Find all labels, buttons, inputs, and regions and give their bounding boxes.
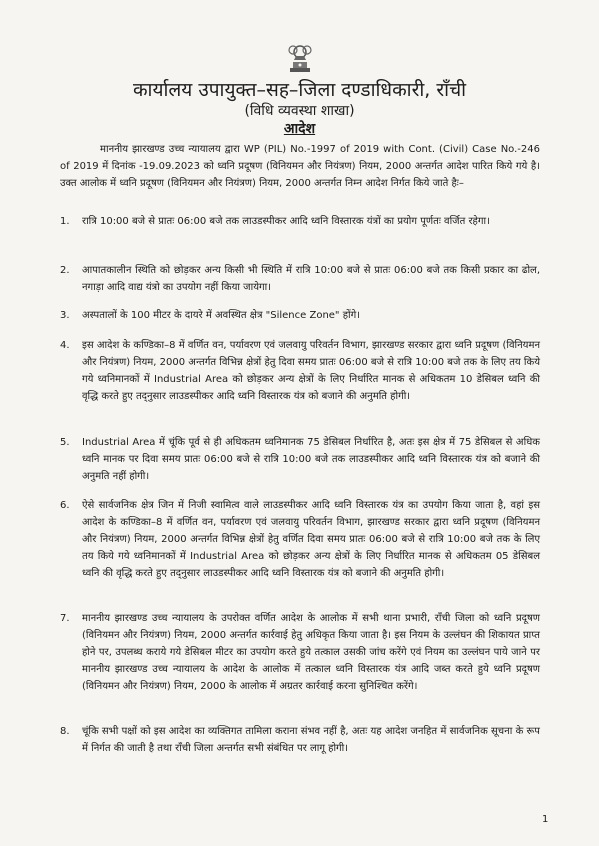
item-text: आपातकालीन स्थिति को छोड़कर अन्य किसी भी स्थिति में रात्रि 10:00 बजे से प्रातः 06:00 बजे तक किसी प्रकार का ढोल, नगाड़ा आदि वाद्य यंत्रो का उपयोग नहीं किया जायेगा।	[82, 265, 540, 293]
list-item-1	[60, 213, 540, 247]
branch-subheading: (विधि व्यवस्था शाखा)	[244, 103, 355, 119]
item-number: 3.	[60, 310, 70, 321]
list-item-6	[60, 497, 540, 599]
item-number: 7.	[60, 613, 70, 624]
item-text: अस्पतालों के 100 मीटर के दायरे में अवस्थित क्षेत्र "Silence Zone" होंगे।	[82, 310, 361, 321]
list-item-3	[60, 307, 540, 324]
list-item-2	[60, 262, 540, 296]
list-item-4	[60, 337, 540, 422]
office-heading: कार्यालय उपायुक्त–सह–जिला दण्डाधिकारी, राँची	[132, 79, 467, 101]
page-number: 1	[542, 814, 549, 825]
item-number: 2.	[60, 265, 70, 276]
item-number: 1.	[60, 216, 70, 227]
item-text: Industrial Area में चूंकि पूर्व से ही अधिकतम ध्वनिमानक 75 डेसिबल निर्धारित है, अतः इस क्षेत्र में 75 डेसिबल से अधिक ध्वनि मानक पर दिवा समय प्रातः 06:00 बजे से रात्रि 10:00 बजे तक लाउडस्पीकर आदि ध्वनि विस्तारक यंत्र को बजाने की अनुमति नहीं होगी।	[82, 437, 540, 482]
state-emblem-icon	[284, 38, 316, 74]
list-item-5	[60, 434, 540, 485]
item-number: 4.	[60, 340, 70, 351]
item-text: चूंकि सभी पक्षों को इस आदेश का व्यक्तिगत तामिला कराना संभव नहीं है, अतः यह आदेश जनहित में सार्वजनिक सूचना के रूप में निर्गत की जाती है तथा राँची जिला अन्तर्गत सभी संबंधित पर लागू होगी।	[82, 726, 540, 754]
order-title	[0, 119, 599, 138]
item-number: 5.	[60, 437, 70, 448]
order-title-text: आदेश	[283, 121, 316, 137]
item-text: माननीय झारखण्ड उच्च न्यायालय के उपरोक्त वर्णित आदेश के आलोक में सभी थाना प्रभारी, राँची जिला को ध्वनि प्रदूषण (विनियमन और नियंत्रण) नियम, 2000 अन्तर्गत कार्रवाई हेतु अधिकृत किया जाता है। इस नियम के उल्लंघन की शिकायत प्राप्त होने पर, उपलब्ध कराये गये डेसिबल मीटर का उपयोग करते हुये तत्काल उसकी जांच करेंगे एवं नियम का उल्लंघन पाये जाने पर माननीय झारखण्ड उच्च न्यायालय के आदेश के आलोक में तत्काल ध्वनि विस्तारक यंत्र आदि जब्त करते हुये ध्वनि प्रदूषण (विनियमन और नियंत्रण) नियम, 2000 के आलोक में अग्रतर कार्रवाई करना सुनिश्चित करेंगे।	[82, 613, 540, 692]
item-text: ऐसे सार्वजनिक क्षेत्र जिन में निजी स्वामित्व वाले लाउडस्पीकर आदि ध्वनि विस्तारक यंत्र का उपयोग किया जाता है, वहां इस आदेश के कण्डिका–8 में वर्णित वन, पर्यावरण एवं जलवायु परिवर्तन विभाग, झारखण्ड सरकार द्वारा ध्वनि प्रदूषण (विनियमन और नियंत्रण) नियम, 2000 अन्तर्गत विभिन्न क्षेत्रों हेतु वर्णित दिवा समय प्रातः 06:00 बजे से रात्रि 10:00 बजे तक के लिए तय किये गये ध्वनिमानकों में Industrial Area को छोड़कर अन्य क्षेत्रों के लिए निर्धारित मानक से अधिकतम 05 डेसिबल ध्वनि की वृद्धि करते हुए तद्नुसार लाउडस्पीकर आदि ध्वनि विस्तारक यंत्र को बजाने की अनुमति होगी।	[82, 500, 540, 579]
item-text: रात्रि 10:00 बजे से प्रातः 06:00 बजे तक लाउडस्पीकर आदि ध्वनि विस्तारक यंत्रों का प्रयोग पूर्णतः वर्जित रहेगा।	[82, 216, 490, 227]
intro-paragraph: माननीय झारखण्ड उच्च न्यायालय द्वारा WP (PIL) No.-1997 of 2019 with Cont. (Civil) Case No.-246 of 2019 में दिनांक -19.09.2023 को ध्वनि प्रदूषण (विनियमन और नियंत्रण) नियम, 2000 अन्तर्गत आदेश पारित किये गये है। उक्त आलोक में ध्वनि प्रदूषण (विनियमन और नियंत्रण) नियम, 2000 अन्तर्गत निम्न आदेश निर्गत किये जाते हैः–	[60, 144, 540, 189]
item-text: इस आदेश के कण्डिका–8 में वर्णित वन, पर्यावरण एवं जलवायु परिवर्तन विभाग, झारखण्ड सरकार द्वारा ध्वनि प्रदूषण (विनियमन और नियंत्रण) नियम, 2000 अन्तर्गत विभिन्न क्षेत्रों हेतु दिवा समय प्रातः 06:00 बजे से रात्रि 10:00 बजे तक के लिए तय किये गये ध्वनिमानकों में Industrial Area को छोड़कर अन्य क्षेत्रों के लिए निर्धारित मानक से अधिकतम 10 डेसिबल ध्वनि की वृद्धि करते हुए तद्नुसार लाउडस्पीकर आदि ध्वनि विस्तारक यंत्र को बजाने की अनुमति होगी।	[82, 340, 540, 402]
item-number: 8.	[60, 726, 70, 737]
item-number: 6.	[60, 500, 70, 511]
list-item-7	[60, 610, 540, 712]
list-item-8	[60, 723, 540, 757]
